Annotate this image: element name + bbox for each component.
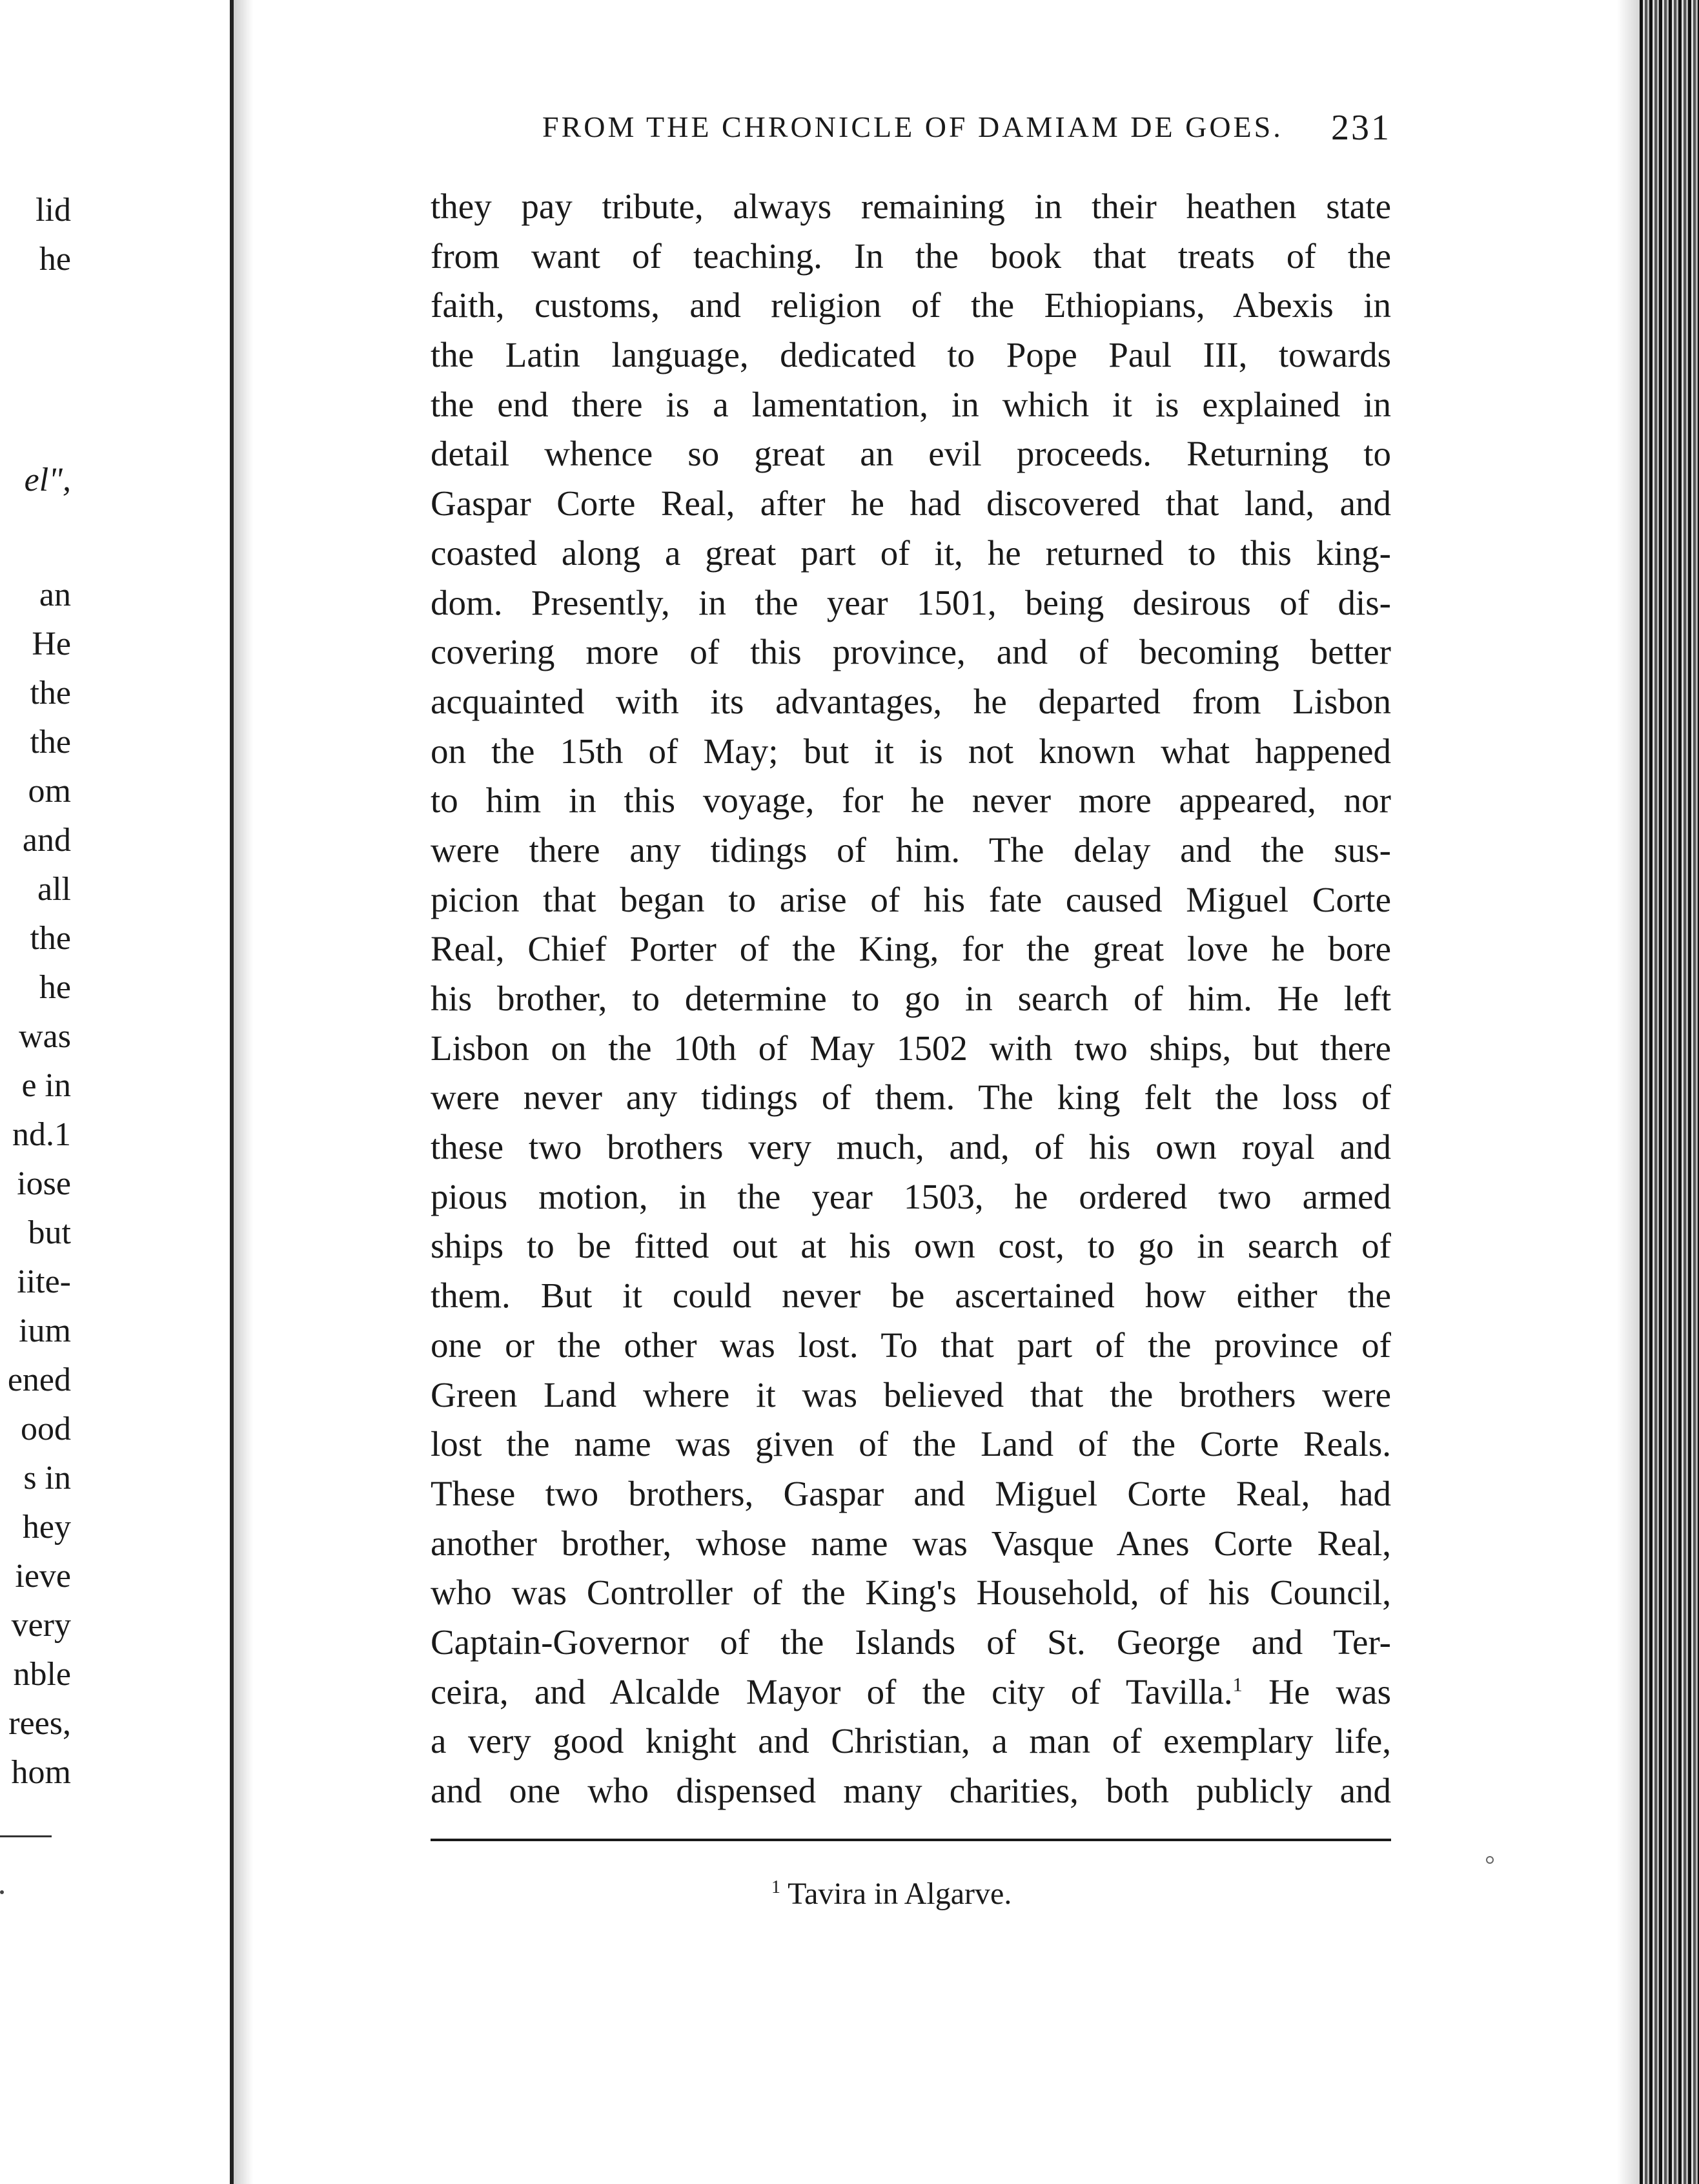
text-line: one or the other was lost. To that part of the province of (431, 1325, 1391, 1365)
running-head (542, 110, 1388, 144)
text-line: who was Controller of the King's Household, of his Council, (431, 1573, 1391, 1613)
left-fragment: ened (7, 1362, 71, 1398)
text-line: Lisbon on the 10th of May 1502 with two ships, but there (431, 1028, 1391, 1068)
left-fragment: very (11, 1607, 71, 1644)
text-line: were never any tidings of them. The king felt the loss of (431, 1077, 1391, 1118)
left-fragment: he (39, 241, 71, 278)
left-fragment: hom (11, 1754, 71, 1791)
page-number: 231 (1331, 108, 1391, 148)
left-fragment: the (30, 724, 71, 760)
page-stack-edge (1640, 0, 1699, 2184)
left-fragment: om (28, 773, 71, 810)
left-fragment: iose (17, 1165, 71, 1202)
text-line: the Latin language, dedicated to Pope Paul III, towards (431, 335, 1391, 375)
text-line: the end there is a lamentation, in which it is explained in (431, 384, 1391, 424)
text-line: them. But it could never be ascertained how either the (431, 1276, 1391, 1316)
left-fragment: ood (21, 1411, 71, 1447)
left-fragment: nble (13, 1656, 71, 1693)
text-line: covering more of this province, and of becoming better (431, 632, 1391, 672)
text-line: picion that began to arise of his fate caused Miguel Corte (431, 879, 1391, 919)
text-line: lost the name was given of the Land of the Corte Reals. (431, 1424, 1391, 1464)
footnote-marker: 1 (771, 1877, 780, 1897)
text-line: these two brothers very much, and, of his own royal and (431, 1127, 1391, 1167)
footnote-text: Tavira in Algarve. (788, 1877, 1012, 1911)
left-fragment: nd.1 (12, 1116, 71, 1153)
text-line: another brother, whose name was Vasque Anes Corte Real, (431, 1523, 1391, 1563)
text-line: coasted along a great part of it, he returned to this king- (431, 533, 1391, 573)
left-page-mark (0, 1890, 4, 1894)
text-line: ships to be fitted out at his own cost, to go in search of (431, 1226, 1391, 1266)
footnote-rule (431, 1839, 1391, 1841)
left-fragment: e in (21, 1067, 71, 1104)
text-line: detail whence so great an evil proceeds. Returning to (431, 434, 1391, 474)
text-line: they pay tribute, always remaining in their heathen state (431, 187, 1391, 226)
left-fragment: the (30, 920, 71, 957)
left-fragment: all (37, 871, 71, 908)
left-fragment: el", (24, 462, 71, 498)
text-line: Green Land where it was believed that the brothers were (431, 1374, 1391, 1414)
binding-shadow (234, 0, 253, 2184)
text-line: acquainted with its advantages, he departed from Lisbon (431, 681, 1391, 721)
text-line: his brother, to determine to go in search of him. He left (431, 979, 1391, 1018)
left-fragment: he (39, 969, 71, 1006)
text-line: to him in this voyage, for he never more appeared, nor (431, 781, 1391, 821)
left-fragment: and (22, 822, 71, 859)
running-head-title: FROM THE CHRONICLE OF DAMIAM DE GOES. (542, 110, 1283, 143)
footnote (771, 1876, 1012, 1912)
left-fragment: s in (23, 1460, 71, 1496)
body-text (431, 182, 1391, 1816)
footnote-reference: 1 (1232, 1673, 1243, 1696)
text-line: Real, Chief Porter of the King, for the great love he bore (431, 929, 1391, 969)
text-line: These two brothers, Gaspar and Miguel Corte Real, had (431, 1473, 1391, 1513)
left-fragment: He (32, 626, 71, 662)
text-line: pious motion, in the year 1503, he ordered two armed (431, 1176, 1391, 1216)
left-fragment: rees, (8, 1705, 71, 1742)
left-fragment: hey (22, 1509, 71, 1546)
text-line: faith, customs, and religion of the Ethiopians, Abexis in (431, 285, 1391, 325)
text-line: on the 15th of May; but it is not known what happened (431, 731, 1391, 771)
scan-speck (1486, 1856, 1494, 1864)
left-fragment: but (28, 1214, 71, 1251)
left-fragment: the (30, 675, 71, 711)
text-line-end: He was (1268, 1671, 1391, 1711)
text-line-start: ceira, and Alcalde Mayor of the city of Tavilla. (431, 1671, 1233, 1711)
left-fragment: ieve (15, 1558, 71, 1595)
left-footnote-rule (0, 1835, 52, 1837)
text-line: dom. Presently, in the year 1501, being desirous of dis- (431, 582, 1391, 622)
text-line: Gaspar Corte Real, after he had discovered that land, and (431, 484, 1391, 524)
left-fragment: ium (19, 1312, 71, 1349)
text-line (431, 1668, 1391, 1717)
page-edge-shadow (1617, 0, 1640, 2184)
text-line: from want of teaching. In the book that treats of the (431, 236, 1391, 276)
text-line: Captain-Governor of the Islands of St. George and Ter- (431, 1622, 1391, 1662)
text-line: a very good knight and Christian, a man of exemplary life, (431, 1721, 1391, 1761)
text-line: were there any tidings of him. The delay and the sus- (431, 830, 1391, 870)
left-fragment: lid (36, 192, 71, 229)
left-fragment: iite- (17, 1263, 71, 1300)
left-fragment: an (39, 577, 71, 613)
text-line: and one who dispensed many charities, both publicly and (431, 1771, 1391, 1810)
left-fragment: was (19, 1018, 71, 1055)
